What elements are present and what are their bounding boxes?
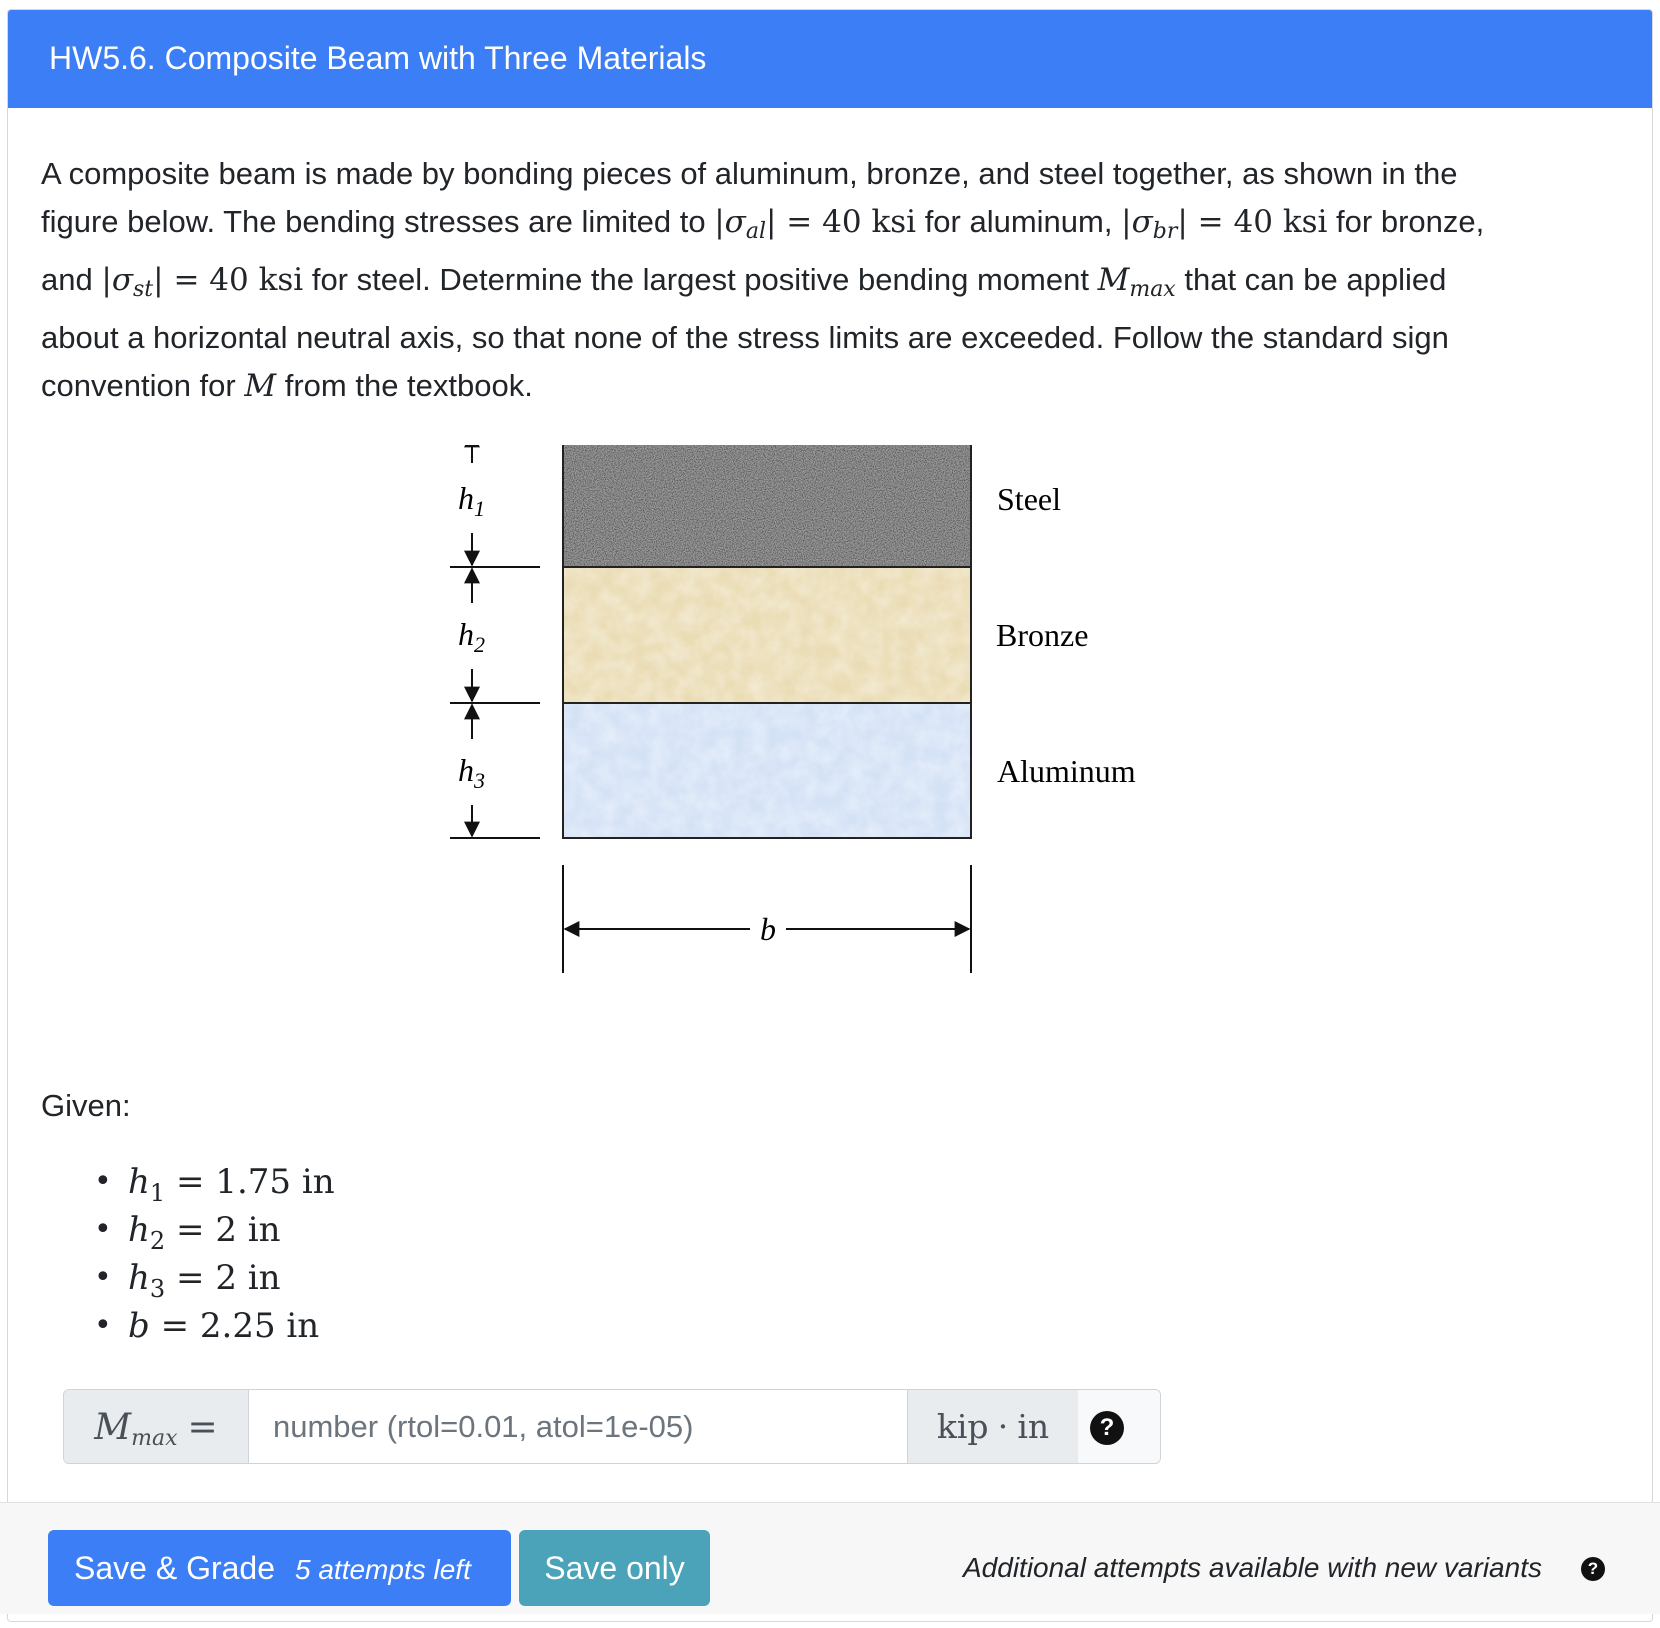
- attempts-left: 5 attempts left: [295, 1553, 471, 1585]
- save-and-grade-label: Save & Grade: [74, 1549, 275, 1586]
- given-list: [94, 1158, 335, 1350]
- aluminum-label: Aluminum: [997, 753, 1136, 789]
- save-and-grade-button[interactable]: [48, 1530, 511, 1606]
- h2-label: $h_2$: [458, 616, 485, 657]
- beam-cross-section-figure: [450, 445, 1230, 1035]
- answer-help-icon[interactable]: ?: [1090, 1411, 1124, 1445]
- given-item: • $h_1 = 1.75$ in: [94, 1158, 335, 1206]
- card-header: [8, 10, 1652, 108]
- given-label: Given:: [41, 1088, 131, 1123]
- question-line: A composite beam is made by bonding pieces of aluminum, bronze, and steel together, as shown in the: [41, 156, 1458, 191]
- h1-label: $h_1$: [458, 480, 485, 521]
- answer-unit: kip · in: [907, 1390, 1079, 1463]
- given-item: • $h_3 = 2$ in: [94, 1254, 335, 1302]
- answer-input-group: [63, 1389, 1161, 1464]
- attempts-help-icon[interactable]: ?: [1581, 1557, 1605, 1581]
- bronze-texture: [563, 567, 971, 703]
- aluminum-texture: [563, 703, 971, 838]
- given-item: • b = 2.25 in: [94, 1302, 335, 1350]
- answer-input[interactable]: [249, 1390, 907, 1463]
- answer-label: $M_{max}$ =: [64, 1390, 249, 1463]
- steel-label: Steel: [997, 481, 1061, 517]
- question-line: figure below. The bending stresses are limited to $|\sigma_{al}| = 40$ ksi for aluminum, $|\sigma_{br}| = 40$ ksi for bronze,: [41, 204, 1485, 244]
- question-line: and $|\sigma_{st}| = 40$ ksi for steel. Determine the largest positive bending moment $M_{max}$ that can be applied: [41, 262, 1447, 302]
- question-line: convention for M from the textbook.: [41, 368, 533, 404]
- save-only-button[interactable]: Save only: [519, 1530, 710, 1606]
- question-text: [41, 150, 1601, 410]
- question-line: about a horizontal neutral axis, so that none of the stress limits are exceeded. Follow the standard sign: [41, 320, 1449, 355]
- question-title: HW5.6. Composite Beam with Three Materials: [49, 40, 707, 76]
- h3-label: $h_3$: [458, 752, 485, 793]
- bronze-label: Bronze: [996, 617, 1089, 653]
- given-item: • $h_2 = 2$ in: [94, 1206, 335, 1254]
- steel-texture: [563, 445, 971, 567]
- additional-attempts-note: Additional attempts available with new variants: [963, 1552, 1542, 1583]
- b-label: b: [760, 911, 776, 947]
